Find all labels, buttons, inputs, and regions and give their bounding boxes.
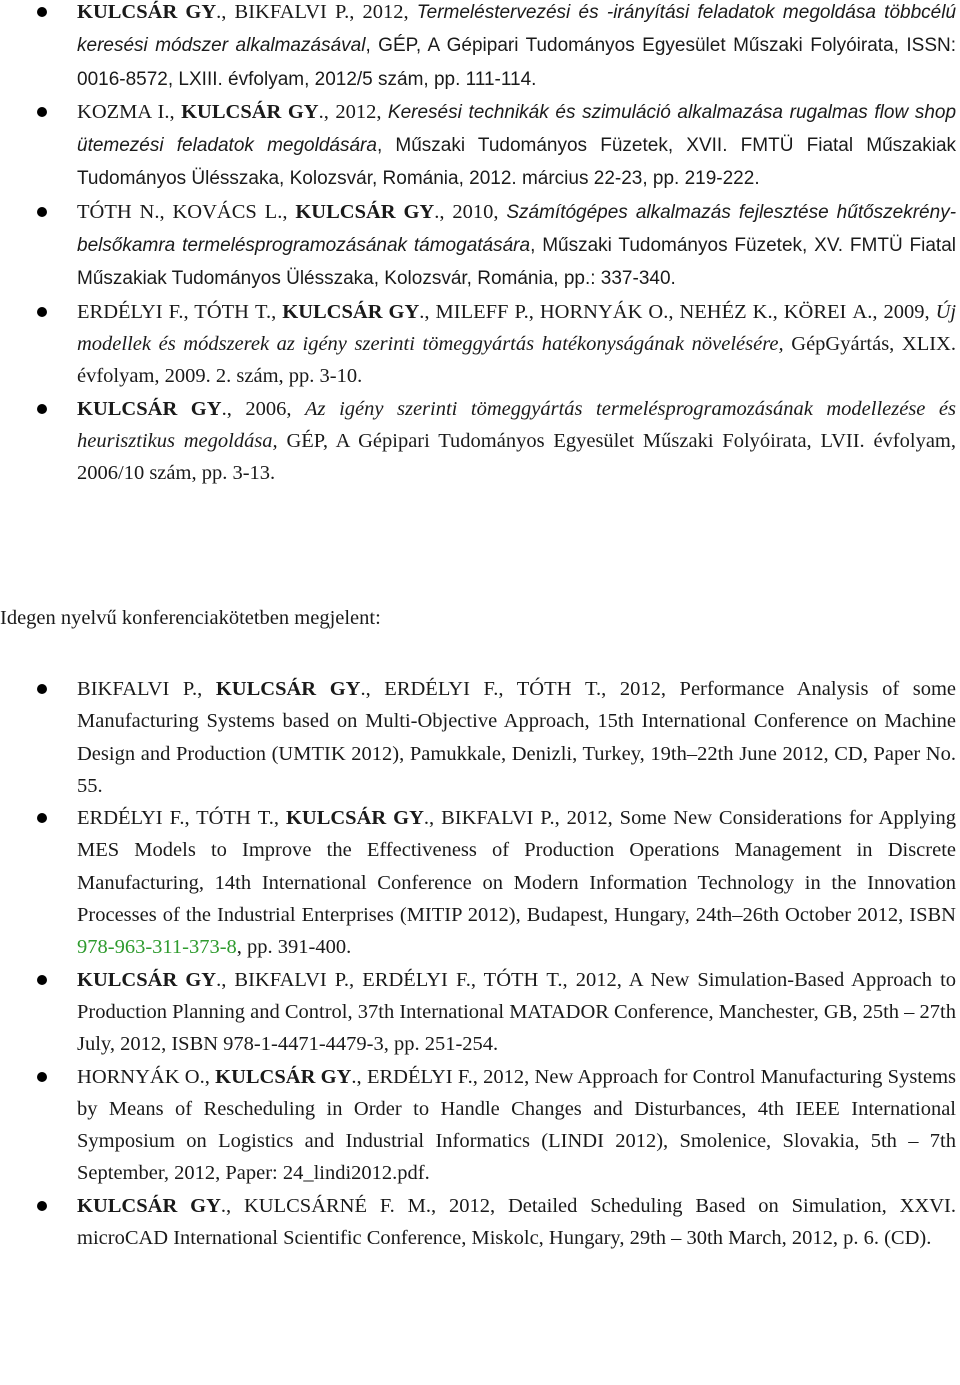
reference-item: [0, 196, 960, 296]
bullet-icon: [37, 975, 47, 985]
bullet-icon: [37, 7, 47, 17]
reference-item: [0, 673, 960, 802]
section-heading: Idegen nyelvű konferenciakötetben megjelent:: [0, 607, 381, 629]
bullet-icon: [37, 1201, 47, 1211]
reference-item: [0, 0, 960, 96]
reference-text: HORNYÁK O., KULCSÁR GY., ERDÉLYI F., 2012, New Approach for Control Manufacturing Systems by Means of Rescheduling in Order to Handle Changes and Disturbances, 4th IEEE International Symposium on Logistics and Industrial Informatics (LINDI 2012), Smolenice, Slovakia, 5th – 7th September, 2012, Paper: 24_lindi2012.pdf.: [77, 1065, 957, 1185]
reference-item: [0, 802, 960, 963]
bullet-icon: [37, 1072, 47, 1082]
bullet-icon: [37, 813, 47, 823]
reference-text: KULCSÁR GY., KULCSÁRNÉ F. M., 2012, Detailed Scheduling Based on Simulation, XXVI. microCAD International Scientific Conference, Miskolc, Hungary, 29th – 30th March, 2012, p. 6. (CD).: [77, 1194, 956, 1250]
reference-item: [0, 296, 960, 393]
reference-item: [0, 1061, 960, 1190]
bullet-icon: [37, 404, 47, 414]
bullet-icon: [37, 307, 47, 317]
isbn-link[interactable]: 978-963-311-373-8: [77, 936, 237, 959]
reference-text: KULCSÁR GY., BIKFALVI P., 2012, Termeléstervezési és -irányítási feladatok megoldása többcélú keresési módszer alkalmazásával, GÉP, A Gépipari Tudományos Egyesület Műszaki Folyóirata, ISSN: 0016-8572, LXIII. évfolyam, 2012/5 szám, pp. 111-114.: [77, 1, 957, 90]
reference-text: KULCSÁR GY., BIKFALVI P., ERDÉLYI F., TÓTH T., 2012, A New Simulation-Based Approach to Production Planning and Control, 37th International MATADOR Conference, Manchester, GB, 25th – 27th July, 2012, ISBN 978-1-4471-4479-3, pp. 251-254.: [77, 968, 957, 1056]
reference-text: ERDÉLYI F., TÓTH T., KULCSÁR GY., BIKFALVI P., 2012, Some New Considerations for Applying MES Models to Improve the Effectiveness of Production Operations Management in Discrete Manufacturing, 14th International Conference on Modern Information Technology in the Innovation Processes of the Industrial Enterprises (MITIP 2012), Budapest, Hungary, 24th–26th October 2012, ISBN 978-963-311-373-8, pp. 391-400.: [77, 807, 956, 959]
reference-text: TÓTH N., KOVÁCS L., KULCSÁR GY., 2010, Számítógépes alkalmazás fejlesztése hűtőszekrény-belsőkamra termelésprogramozásának támogatására, Műszaki Tudományos Füzetek, XV. FMTÜ Fiatal Műszakiak Tudományos Ülésszaka, Kolozsvár, Románia, pp.: 337-340.: [77, 200, 957, 290]
reference-list-foreign: [0, 673, 960, 1254]
reference-item: [0, 1190, 960, 1255]
bullet-icon: [37, 107, 47, 117]
reference-item: [0, 393, 960, 490]
reference-text: BIKFALVI P., KULCSÁR GY., ERDÉLYI F., TÓTH T., 2012, Performance Analysis of some Manufacturing Systems based on Multi-Objective Approach, 15th International Conference on Machine Design and Production (UMTIK 2012), Pamukkale, Denizli, Turkey, 19th–22th June 2012, CD, Paper No. 55.: [77, 678, 956, 797]
reference-item: [0, 96, 960, 196]
reference-list-hungarian: [0, 0, 960, 489]
reference-item: [0, 964, 960, 1061]
reference-text: KOZMA I., KULCSÁR GY., 2012, Keresési technikák és szimuláció alkalmazása rugalmas flow shop ütemezési feladatok megoldására, Műszaki Tudományos Füzetek, XVII. FMTÜ Fiatal Műszakiak Tudományos Ülésszaka, Kolozsvár, Románia, 2012. március 22-23, pp. 219-222.: [77, 100, 957, 190]
bullet-icon: [37, 207, 47, 217]
reference-text: ERDÉLYI F., TÓTH T., KULCSÁR GY., MILEFF P., HORNYÁK O., NEHÉZ K., KÖREI A., 2009, Új modellek és módszerek az igény szerinti tömeggyártás hatékonyságának növelésére, GépGyártás, XLIX. évfolyam, 2009. 2. szám, pp. 3-10.: [77, 300, 957, 388]
reference-text: KULCSÁR GY., 2006, Az igény szerinti tömeggyártás termelésprogramozásának modellezése és heurisztikus megoldása, GÉP, A Gépipari Tudományos Egyesület Műszaki Folyóirata, LVII. évfolyam, 2006/10 szám, pp. 3-13.: [77, 397, 957, 485]
bullet-icon: [37, 684, 47, 694]
